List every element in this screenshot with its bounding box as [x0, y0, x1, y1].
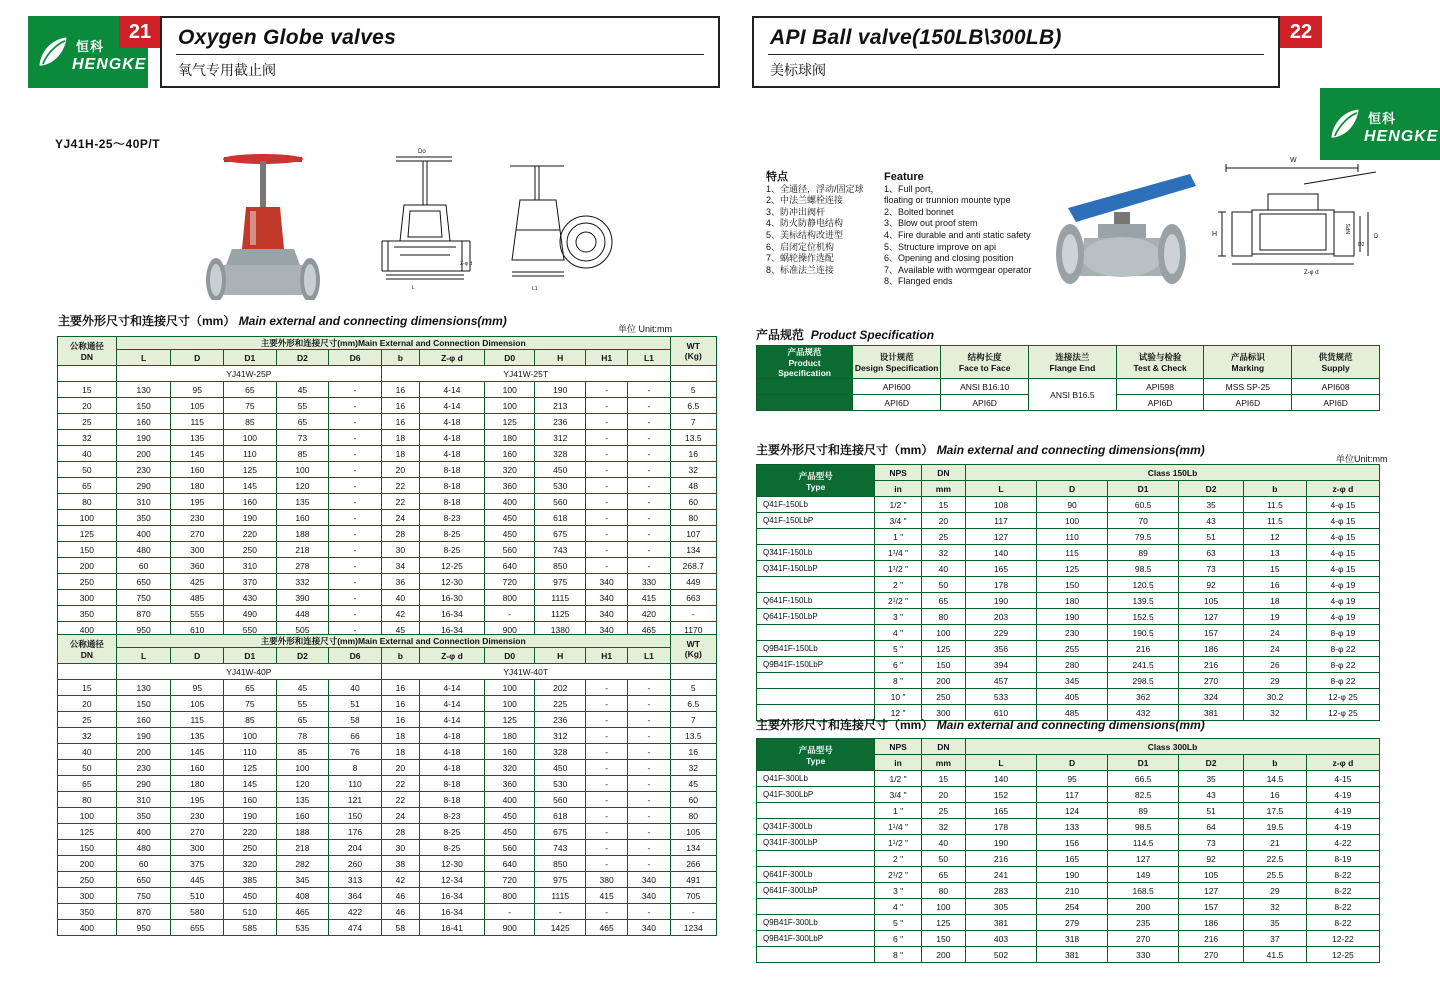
- svg-text:Do: Do: [418, 149, 426, 155]
- features-en-title: Feature: [884, 171, 924, 183]
- product-type-cell: Q9B41F-150LbP: [757, 657, 875, 673]
- feature-item: 6、启闭定位机构: [766, 241, 835, 252]
- table-row: 50 230 160 125 100 - 20 8-18 320 450 - - 32: [58, 462, 717, 478]
- table-row: 1 " 25 127 110 79.5 51 12 4-φ 15: [757, 529, 1380, 545]
- label-nps: NPS: [1346, 223, 1352, 234]
- product-type-cell: Q9B41F-300Lb: [757, 915, 875, 931]
- table-300lb-heading: 主要外形尺寸和连接尺寸（mm） Main external and connecting dimensions(mm): [756, 718, 1205, 732]
- product-type-cell: Q41F-300LbP: [757, 787, 875, 803]
- ball-valve-photo-drawing: [1040, 150, 1210, 300]
- table-row: 32 190 135 100 78 66 18 4-18 180 312 - - 13.5: [58, 728, 717, 744]
- product-type-cell: [757, 529, 875, 545]
- table-row: 12 " 300 610 485 432 381 32 12-φ 25: [757, 705, 1380, 721]
- table-row: Q41F-300LbP 3/4 " 20 152 117 82.5 43 16 4-19: [757, 787, 1380, 803]
- dn-header-en: DN: [80, 352, 94, 362]
- table-row: 250 650 445 385 345 313 42 12-34 720 975 380 340 491: [58, 872, 717, 888]
- ball-valve-150lb-table: 产品型号 Type NPS DN Class 150Lb in mm L D D1 D2 b z-φ d Q41F-150Lb 1/2 " 15 108 90 60.5 35 11.5 4-φ 15 Q41F-150LbP 3/4 " 20 117 100 70 43 11.5 4-φ 15 1 " 25 127 110 79.5 51 12 4-φ 15 Q341F-150Lb 1¹/4 " 32 140 115 89 63 13 4-φ 15 Q341F-150LbP 1¹/2 " 40 165 125 98.5 73 15 4-φ 15 2 " 50 178 150 120.5 92 16 4-φ 19 Q641F-150Lb 2¹/2 " 65 190 180 139.5 105 18 4-φ 19 Q641F-150LbP 3 " 80 203 190 152.5 127 19 4-φ 19 4 " 100 229 230 190.5 157 24 8-φ 19 Q9B41F-150Lb 5 " 125 356 255 216 186 24 8-φ 22 Q9B41F-150LbP 6 " 150 394 280 241.5 216 26 8-φ 22 8 " 200 457 345 298.5 270 29 8-φ 22 10 " 250 533 405 362 324 30.2 12-φ 25 12 " 300 610 485 432 381 32 12-φ 25: [756, 464, 1380, 721]
- table-row: 2 " 50 216 165 127 92 22.5 8-19: [757, 851, 1380, 867]
- table-row: Q9B41F-150LbP 6 " 150 394 280 241.5 216 26 8-φ 22: [757, 657, 1380, 673]
- label-d: D: [1374, 234, 1379, 240]
- svg-text:Z-φ d: Z-φ d: [460, 261, 473, 267]
- table-row: 150 480 300 250 218 204 30 8-25 560 743 - - 134: [58, 840, 717, 856]
- table-row: 8 " 200 457 345 298.5 270 29 8-φ 22: [757, 673, 1380, 689]
- feature-item: 3、Blow out proof stem: [884, 218, 978, 229]
- table-row: Q641F-150Lb 2¹/2 " 65 190 180 139.5 105 18 4-φ 19: [757, 593, 1380, 609]
- table-row: 400 950 610 550 505 - 45 16-34 900 1380 340 465 1170: [58, 622, 717, 638]
- table-row: Q41F-150LbP 3/4 " 20 117 100 70 43 11.5 4-φ 15: [757, 513, 1380, 529]
- feature-item: 2、中法兰螺栓连接: [766, 195, 844, 206]
- variant-label: YJ41W-25T: [381, 366, 670, 382]
- product-type-cell: Q641F-150Lb: [757, 593, 875, 609]
- feature-item: 5、Structure improve on api: [884, 241, 997, 252]
- variant-label: YJ41W-40P: [116, 664, 381, 680]
- product-type-cell: Q641F-300Lb: [757, 867, 875, 883]
- product-type-cell: [757, 625, 875, 641]
- table-row: 125 400 270 220 188 - 28 8-25 450 675 - - 107: [58, 526, 717, 542]
- table-row: 40 200 145 110 85 76 18 4-18 160 328 - - 16: [58, 744, 717, 760]
- table-row: 150 480 300 250 218 - 30 8-25 560 743 - - 134: [58, 542, 717, 558]
- page-title-left-en: Oxygen Globe valves: [178, 26, 397, 49]
- left-table-40-body: [58, 680, 717, 936]
- table-row: 65 290 180 145 120 110 22 8-18 360 530 - - 45: [58, 776, 717, 792]
- table-row: 100 350 230 190 160 - 24 8-23 450 618 - - 80: [58, 510, 717, 526]
- table-row: 350 870 580 510 465 422 46 16-34 - - - - -: [58, 904, 717, 920]
- right-unit-note: 单位Unit:mm: [1336, 454, 1388, 464]
- left-table-25-body: [58, 382, 717, 638]
- table-row: Q641F-300Lb 2¹/2 " 65 241 190 149 105 25.5 8-22: [757, 867, 1380, 883]
- table-row: 8 " 200 502 381 330 270 41.5 12-25: [757, 947, 1380, 963]
- table-row: 200 60 360 310 278 - 34 12-25 640 850 - - 268.7: [58, 558, 717, 574]
- table-row: Q9B41F-300LbP 6 " 150 403 318 270 216 37 12-22: [757, 931, 1380, 947]
- table-row: 250 650 425 370 332 - 36 12-30 720 975 340 330 449: [58, 574, 717, 590]
- page-number-right: 22: [1280, 16, 1322, 48]
- product-type-cell: [757, 673, 875, 689]
- feature-item: 1、Full port，: [884, 183, 940, 194]
- table-row: Q41F-300Lb 1/2 " 15 140 95 66.5 35 14.5 4-15: [757, 771, 1380, 787]
- table-row: Q341F-300LbP 1¹/2 " 40 190 156 114.5 73 21 4-22: [757, 835, 1380, 851]
- feature-item: 8、标准法兰连接: [766, 264, 835, 275]
- table-row: Q9B41F-300Lb 5 " 125 381 279 235 186 35 8-22: [757, 915, 1380, 931]
- features-cn-list: [766, 184, 876, 277]
- ball-valve-300lb-table: 产品型号 Type NPS DN Class 300Lb in mm L D D1 D2 b z-φ d Q41F-300Lb 1/2 " 15 140 95 66.5 35 14.5 4-15 Q41F-300LbP 3/4 " 20 152 117 82.5 43 16 4-19 1 " 25 165 124 89 51 17.5 4-19 Q341F-300Lb 1¹/4 " 32 178 133 98.5 64 19.5 4-19 Q341F-300LbP 1¹/2 " 40 190 156 114.5 73 21 4-22 2 " 50 216 165 127 92 22.5 8-19 Q641F-300Lb 2¹/2 " 65 241 190 149 105 25.5 8-22 Q641F-300LbP 3 " 80 283 210 168.5 127 29 8-22 4 " 100 305 254 200 157 32 8-22 Q9B41F-300Lb 5 " 125 381 279 235 186 35 8-22 Q9B41F-300LbP 6 " 150 403 318 270 216 37 12-22 8 " 200 502 381 330 270 41.5 12-25: [756, 738, 1380, 963]
- table-row: 80 310 195 160 135 121 22 8-18 400 560 - - 60: [58, 792, 717, 808]
- table-row: 40 200 145 110 85 - 18 4-18 160 328 - - 16: [58, 446, 717, 462]
- product-type-cell: [757, 577, 875, 593]
- left-dimension-table-25: 公称通径 DN 主要外形和连接尺寸(mm)Main External and Connection Dimension WT (Kg) L D D1 D2 D6 b Z-φ d D0 H H1 L1 YJ41W-25P YJ41W-25T 15 130 95 65 45 - 16 4-14 100 190 - - 5 20 150 105 75 55 - 16 4-14 100 213 - - 6.5 25 160 115 85 65 - 16 4-18 125 236 - - 7 32 190 135 100 73 - 18 4-18 180 312 - - 13.5 40 200 145 110 85 - 18 4-18 160 328 - - 16 50 230 160 125 100 - 20 8-18 320 450 - - 32 65 290 180 145 120 - 22 8-18 360 530 - - 48 80 310 195 160 135 - 22 8-18 400 560 - - 60 100 350 230 190 160 - 24 8-23 450 618 - - 80 125 400 270 220 188 - 28 8-25 450 675 - - 107 150 480 300 250 218 - 30 8-25 560 743 - - 134 200 60 360 310 278 - 34 12-25 640 850 - - 268.7 250 650 425 370 332 - 36 12-30 720 975 340 330 449 300 750 485 430 390 - 40 16-30 800 1115 340 415 663 350 870 555 490 448 - 42 16-34 - 1125 340 420 - 400 950 610 550 505 - 45 16-34 900 1380 340 465 1170: [57, 336, 717, 638]
- product-type-cell: Q341F-150LbP: [757, 561, 875, 577]
- table-row: Q41F-150Lb 1/2 " 15 108 90 60.5 35 11.5 4-φ 15: [757, 497, 1380, 513]
- feature-item: 5、美标结构改进型: [766, 229, 844, 240]
- brand-name-cn: 恒科: [76, 39, 105, 54]
- feature-item: 2、Bolted bonnet: [884, 206, 954, 217]
- table-row: Q341F-150Lb 1¹/4 " 32 140 115 89 63 13 4-φ 15: [757, 545, 1380, 561]
- feature-item: 3、防冲出阀杆: [766, 206, 826, 217]
- feature-item: 1、全通径，浮动/固定球: [766, 183, 864, 194]
- table-row: Q641F-150LbP 3 " 80 203 190 152.5 127 19 4-φ 19: [757, 609, 1380, 625]
- table-row: 350 870 555 490 448 - 42 16-34 - 1125 340 420 -: [58, 606, 717, 622]
- ball-300-body: [757, 771, 1380, 963]
- table-row: 125 400 270 220 188 176 28 8-25 450 675 - - 105: [58, 824, 717, 840]
- table-row: 15 130 95 65 45 - 16 4-14 100 190 - - 5: [58, 382, 717, 398]
- product-type-cell: Q341F-150Lb: [757, 545, 875, 561]
- features-cn-title: 特点: [766, 171, 788, 183]
- left-dimension-table-40: 公称通径 DN 主要外形和连接尺寸(mm)Main External and Connection Dimension WT (Kg) L D D1 D2 D6 b Z-φ d D0 H H1 L1 YJ41W-40P YJ41W-40T 15 130 95 65 45 40 16 4-14 100 202 - - 5 20 150 105 75 55 51 16 4-14 100 225 - - 6.5 25 160 115 85 65 58 16 4-14 125 236 - - 7 32 190 135 100 78 66 18 4-18 180 312 - - 13.5 40 200 145 110 85 76 18 4-18 160 328 - - 16 50 230 160 125 100 8 20 4-18 320 450 - - 32 65 290 180 145 120 110 22 8-18 360 530 - - 45 80 310 195 160 135 121 22 8-18 400 560 - - 60 100 350 230 190 160 150 24 8-23 450 618 - - 80 125 400 270 220 188 176 28 8-25 450 675 - - 105 150 480 300 250 218 204 30 8-25 560 743 - - 134 200 60 375 320 282 260 38 12-30 640 850 - - 266 250 650 445 385 345 313 42 12-34 720 975 380 340 491 300 750 510 450 408 364 46 16-34 800 1115 415 340 705 350 870 580 510 465 422 46 16-34 - - - - - 400 950 655 585 535 474 58 16-41 900 1425 465 340 1234: [57, 634, 717, 936]
- product-type-cell: [757, 689, 875, 705]
- left-table-heading: 主要外形尺寸和连接尺寸（mm） Main external and connecting dimensions(mm): [58, 314, 507, 328]
- table-row: 32 190 135 100 73 - 18 4-18 180 312 - - 13.5: [58, 430, 717, 446]
- title-box-left: [160, 16, 720, 88]
- product-type-cell: Q641F-300LbP: [757, 883, 875, 899]
- dn-header-cn: 公称通径: [69, 341, 104, 351]
- product-type-cell: Q41F-150Lb: [757, 497, 875, 513]
- table-150lb-heading: 主要外形尺寸和连接尺寸（mm） Main external and connecting dimensions(mm): [756, 443, 1205, 457]
- product-type-cell: Q41F-300Lb: [757, 771, 875, 787]
- svg-text:L1: L1: [532, 286, 538, 292]
- feature-item: 7、蜗轮操作选配: [766, 253, 835, 264]
- product-type-cell: Q341F-300LbP: [757, 835, 875, 851]
- table-row: 400 950 655 585 535 474 58 16-41 900 1425 465 340 1234: [58, 920, 717, 936]
- product-type-cell: Q9B41F-150Lb: [757, 641, 875, 657]
- globe-valve-photo-drawing: [180, 145, 360, 300]
- brand-name-cn: 恒科: [1368, 111, 1397, 126]
- product-specification-table: 产品规范 Product Specification 设计规范 Design Specification 结构长度 Face to Face 连接法兰 Flange End 试验与检验 Test & Check 产品标识 Marking 供货规范 Supply API600 ANSI B16.10 ANSI B16.5 API598 MSS SP-25 API608 API6D API6D API6D API6D API6D: [756, 345, 1380, 411]
- feature-item: 4、防火防静电结构: [766, 218, 844, 229]
- label-w: W: [1290, 157, 1297, 164]
- table-row: 300 750 510 450 408 364 46 16-34 800 1115 415 340 705: [58, 888, 717, 904]
- globe-valve-section-drawing: [360, 145, 480, 300]
- table-row: 80 310 195 160 135 - 22 8-18 400 560 - - 60: [58, 494, 717, 510]
- label-h: H: [1212, 231, 1218, 238]
- table-row: 4 " 100 305 254 200 157 32 8-22: [757, 899, 1380, 915]
- feature-item: 7、Available with wormgear operator: [884, 264, 1032, 275]
- ball-150-body: [757, 497, 1380, 721]
- product-type-cell: [757, 947, 875, 963]
- table-row: 2 " 50 178 150 120.5 92 16 4-φ 19: [757, 577, 1380, 593]
- brand-name-en: HENGKE: [1364, 128, 1439, 145]
- title-box-right: [752, 16, 1280, 88]
- table-row: 300 750 485 430 390 - 40 16-30 800 1115 340 415 663: [58, 590, 717, 606]
- spec-heading: 产品规范 Product Specification: [756, 328, 935, 342]
- product-type-cell: [757, 803, 875, 819]
- table-row: 15 130 95 65 45 40 16 4-14 100 202 - - 5: [58, 680, 717, 696]
- brand-name-en: HENGKE: [72, 56, 147, 73]
- product-type-cell: [757, 899, 875, 915]
- table-row: Q341F-300Lb 1¹/4 " 32 178 133 98.5 64 19.5 4-19: [757, 819, 1380, 835]
- table-row: 20 150 105 75 55 - 16 4-14 100 213 - - 6.5: [58, 398, 717, 414]
- product-type-cell: Q341F-300Lb: [757, 819, 875, 835]
- table-row: 25 160 115 85 65 58 16 4-14 125 236 - - 7: [58, 712, 717, 728]
- variant-label: YJ41W-25P: [116, 366, 381, 382]
- feature-item: 8、Flanged ends: [884, 276, 953, 287]
- table-row: 10 " 250 533 405 362 324 30.2 12-φ 25: [757, 689, 1380, 705]
- product-type-cell: Q41F-150LbP: [757, 513, 875, 529]
- table-row: 25 160 115 85 65 - 16 4-18 125 236 - - 7: [58, 414, 717, 430]
- features-en-block: [884, 172, 1034, 288]
- page-number-left: 21: [119, 16, 161, 48]
- left-unit-note: 单位 Unit:mm: [618, 324, 673, 334]
- table-row: 50 230 160 125 100 8 20 4-18 320 450 - - 32: [58, 760, 717, 776]
- table-row: Q641F-300LbP 3 " 80 283 210 168.5 127 29 8-22: [757, 883, 1380, 899]
- features-en-list: [884, 184, 1034, 288]
- svg-text:L: L: [412, 285, 415, 291]
- table-row: 65 290 180 145 120 - 22 8-18 360 530 - - 48: [58, 478, 717, 494]
- leaf-icon: [1328, 106, 1362, 142]
- feature-item: 4、Fire durable and anti static safety: [884, 229, 1031, 240]
- table-row: 4 " 100 229 230 190.5 157 24 8-φ 19: [757, 625, 1380, 641]
- table-row: Q9B41F-150Lb 5 " 125 356 255 216 186 24 8-φ 22: [757, 641, 1380, 657]
- variant-label: YJ41W-40T: [381, 664, 670, 680]
- leaf-icon: [36, 34, 70, 70]
- page-title-left-cn: 氧气专用截止阀: [178, 62, 276, 78]
- table-row: 200 60 375 320 282 260 38 12-30 640 850 - - 266: [58, 856, 717, 872]
- product-type-cell: [757, 851, 875, 867]
- feature-item: 6、Opening and closing position: [884, 253, 1014, 264]
- label-zphid: Z-φ d: [1304, 270, 1319, 276]
- label-d2: D2: [1358, 242, 1365, 248]
- table-row: Q341F-150LbP 1¹/2 " 40 165 125 98.5 73 15 4-φ 15: [757, 561, 1380, 577]
- features-cn-block: [766, 172, 876, 276]
- page-title-right-en: API Ball valve(150LB\300LB): [770, 26, 1062, 49]
- model-code-label: YJ41H-25～40P/T: [55, 137, 161, 151]
- table-row: 100 350 230 190 160 150 24 8-23 450 618 - - 80: [58, 808, 717, 824]
- product-type-cell: Q9B41F-300LbP: [757, 931, 875, 947]
- ball-valve-dimension-drawing: [1208, 150, 1388, 300]
- table-row: 20 150 105 75 55 51 16 4-14 100 225 - - 6.5: [58, 696, 717, 712]
- product-type-cell: Q641F-150LbP: [757, 609, 875, 625]
- table-row: 1 " 25 165 124 89 51 17.5 4-19: [757, 803, 1380, 819]
- globe-valve-end-view-drawing: [490, 150, 620, 300]
- feature-item: floating or trunnion mounte type: [884, 195, 1011, 206]
- page-title-right-cn: 美标球阀: [770, 62, 826, 78]
